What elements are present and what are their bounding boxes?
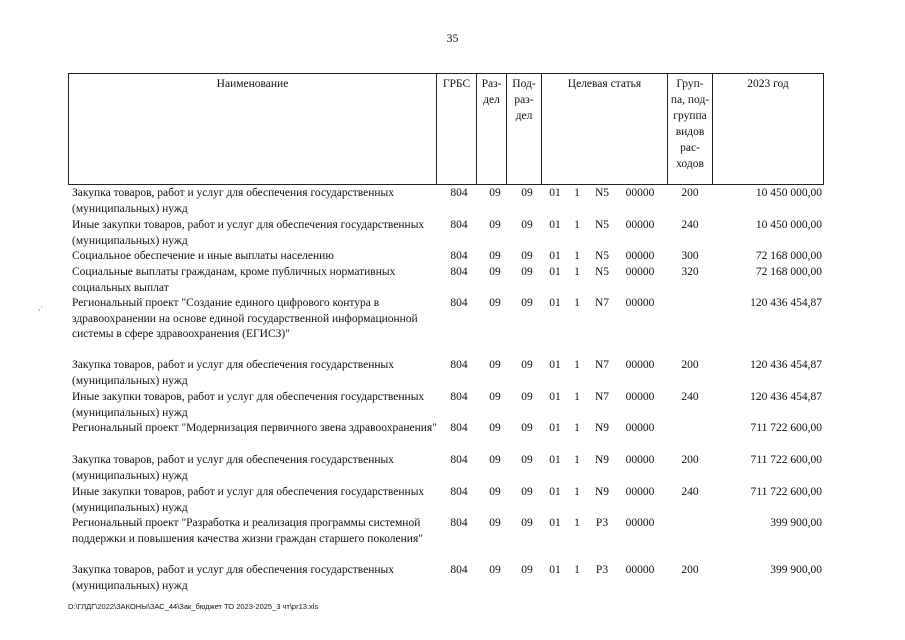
cell-cs3: N5 bbox=[594, 266, 610, 278]
cell-razdel: 09 bbox=[489, 266, 501, 278]
cell-cs1: 01 bbox=[549, 454, 561, 466]
cell-cs2: 1 bbox=[574, 187, 580, 199]
cell-podrazdel: 09 bbox=[521, 486, 533, 498]
cell-cs1: 01 bbox=[549, 486, 561, 498]
cell-cs4: 00000 bbox=[625, 297, 655, 309]
cell-razdel: 09 bbox=[489, 219, 501, 231]
header-year: 2023 год bbox=[747, 78, 789, 90]
cell-razdel: 09 bbox=[489, 250, 501, 262]
cell-cs3: N7 bbox=[594, 391, 610, 403]
cell-cs4: 00000 bbox=[625, 219, 655, 231]
cell-name: Закупка товаров, работ и услуг для обеспечения государственных (муниципальных) нужд bbox=[72, 187, 395, 215]
cell-cs2: 1 bbox=[574, 422, 580, 434]
cell-amount: 399 900,00 bbox=[770, 517, 822, 529]
header-group: Груп- па, под- группа видов рас- ходов bbox=[668, 74, 713, 184]
cell-razdel: 09 bbox=[489, 564, 501, 576]
cell-amount: 120 436 454,87 bbox=[750, 359, 822, 371]
cell-grbs: 804 bbox=[450, 564, 468, 576]
cell-cs4: 00000 bbox=[625, 486, 655, 498]
cell-cs4: 00000 bbox=[625, 391, 655, 403]
cell-group: 240 bbox=[681, 486, 699, 498]
cell-cs2: 1 bbox=[574, 486, 580, 498]
cell-cs3: N5 bbox=[594, 219, 610, 231]
cell-cs4: 00000 bbox=[625, 454, 655, 466]
cell-amount: 72 168 000,00 bbox=[755, 266, 822, 278]
cell-podrazdel: 09 bbox=[521, 297, 533, 309]
cell-group: 200 bbox=[681, 564, 699, 576]
cell-amount: 399 900,00 bbox=[770, 564, 822, 576]
cell-podrazdel: 09 bbox=[521, 219, 533, 231]
cell-podrazdel: 09 bbox=[521, 517, 533, 529]
cell-grbs: 804 bbox=[450, 517, 468, 529]
cell-group: 200 bbox=[681, 359, 699, 371]
header-target: Целевая статья bbox=[542, 74, 668, 184]
cell-cs4: 00000 bbox=[625, 564, 655, 576]
cell-cs1: 01 bbox=[549, 297, 561, 309]
cell-cs4: 00000 bbox=[625, 422, 655, 434]
cell-group: 320 bbox=[681, 266, 699, 278]
cell-grbs: 804 bbox=[450, 359, 468, 371]
cell-podrazdel: 09 bbox=[521, 422, 533, 434]
cell-grbs: 804 bbox=[450, 219, 468, 231]
cell-name: Региональный проект "Создание единого цифрового контура в здравоохранении на основе единой государственной информационной системы в сфере здравоохранения (ЕГИСЗ)" bbox=[72, 297, 418, 340]
cell-name: Иные закупки товаров, работ и услуг для обеспечения государственных (муниципальных) нужд bbox=[72, 391, 425, 419]
file-path-footer: D:\ГЛДГ\2022\ЗАКОНЫ\ЗАС_44\Зак_бюджет ТО 2023-2025_3 чт\pr13.xls bbox=[68, 602, 319, 611]
cell-razdel: 09 bbox=[489, 486, 501, 498]
cell-grbs: 804 bbox=[450, 250, 468, 262]
cell-grbs: 804 bbox=[450, 454, 468, 466]
cell-amount: 10 450 000,00 bbox=[755, 187, 822, 199]
cell-podrazdel: 09 bbox=[521, 266, 533, 278]
cell-cs1: 01 bbox=[549, 266, 561, 278]
cell-razdel: 09 bbox=[489, 359, 501, 371]
cell-name: Закупка товаров, работ и услуг для обеспечения государственных (муниципальных) нужд bbox=[72, 564, 395, 592]
cell-cs1: 01 bbox=[549, 359, 561, 371]
cell-cs2: 1 bbox=[574, 564, 580, 576]
cell-cs3: P3 bbox=[595, 564, 609, 576]
cell-grbs: 804 bbox=[450, 297, 468, 309]
cell-podrazdel: 09 bbox=[521, 454, 533, 466]
cell-cs4: 00000 bbox=[625, 359, 655, 371]
cell-podrazdel: 09 bbox=[521, 359, 533, 371]
cell-name: Социальное обеспечение и иные выплаты населению bbox=[72, 250, 334, 262]
cell-group: 200 bbox=[681, 187, 699, 199]
cell-cs1: 01 bbox=[549, 219, 561, 231]
cell-group: 300 bbox=[681, 250, 699, 262]
cell-name: Иные закупки товаров, работ и услуг для обеспечения государственных (муниципальных) нужд bbox=[72, 219, 425, 247]
cell-cs4: 00000 bbox=[625, 187, 655, 199]
table-header bbox=[68, 73, 824, 185]
cell-grbs: 804 bbox=[450, 187, 468, 199]
cell-name: Региональный проект "Модернизация первичного звена здравоохранения" bbox=[72, 422, 437, 434]
cell-cs3: N9 bbox=[594, 486, 610, 498]
header-podrazdel: Под- раз- дел bbox=[507, 74, 542, 184]
cell-cs2: 1 bbox=[574, 391, 580, 403]
cell-cs4: 00000 bbox=[625, 250, 655, 262]
cell-cs3: N7 bbox=[594, 297, 610, 309]
cell-razdel: 09 bbox=[489, 297, 501, 309]
scan-mark: ,· bbox=[38, 302, 44, 312]
cell-amount: 711 722 600,00 bbox=[750, 454, 822, 466]
cell-name: Закупка товаров, работ и услуг для обеспечения государственных (муниципальных) нужд bbox=[72, 454, 395, 482]
cell-cs4: 00000 bbox=[625, 517, 655, 529]
cell-name: Закупка товаров, работ и услуг для обеспечения государственных (муниципальных) нужд bbox=[72, 359, 395, 387]
cell-cs2: 1 bbox=[574, 266, 580, 278]
cell-cs2: 1 bbox=[574, 517, 580, 529]
header-name: Наименование bbox=[69, 74, 437, 184]
cell-amount: 120 436 454,87 bbox=[750, 391, 822, 403]
cell-podrazdel: 09 bbox=[521, 391, 533, 403]
header-grbs: ГРБС bbox=[437, 74, 477, 184]
cell-amount: 10 450 000,00 bbox=[755, 219, 822, 231]
cell-cs3: N5 bbox=[594, 250, 610, 262]
cell-group: 240 bbox=[681, 219, 699, 231]
cell-razdel: 09 bbox=[489, 187, 501, 199]
cell-cs1: 01 bbox=[549, 187, 561, 199]
page-number: 35 bbox=[446, 31, 459, 45]
cell-grbs: 804 bbox=[450, 486, 468, 498]
cell-razdel: 09 bbox=[489, 422, 501, 434]
cell-cs1: 01 bbox=[549, 391, 561, 403]
cell-cs3: N9 bbox=[594, 422, 610, 434]
cell-cs1: 01 bbox=[549, 517, 561, 529]
cell-group: 240 bbox=[681, 391, 699, 403]
cell-cs3: N7 bbox=[594, 359, 610, 371]
cell-cs3: N5 bbox=[594, 187, 610, 199]
cell-grbs: 804 bbox=[450, 266, 468, 278]
cell-cs2: 1 bbox=[574, 250, 580, 262]
cell-name: Социальные выплаты гражданам, кроме публичных нормативных социальных выплат bbox=[72, 266, 396, 294]
cell-razdel: 09 bbox=[489, 517, 501, 529]
cell-cs3: N9 bbox=[594, 454, 610, 466]
cell-razdel: 09 bbox=[489, 454, 501, 466]
cell-name: Иные закупки товаров, работ и услуг для обеспечения государственных (муниципальных) нужд bbox=[72, 486, 425, 514]
cell-grbs: 804 bbox=[450, 422, 468, 434]
cell-cs1: 01 bbox=[549, 250, 561, 262]
cell-cs3: P3 bbox=[595, 517, 609, 529]
cell-cs1: 01 bbox=[549, 422, 561, 434]
cell-cs1: 01 bbox=[549, 564, 561, 576]
cell-cs2: 1 bbox=[574, 219, 580, 231]
cell-podrazdel: 09 bbox=[521, 250, 533, 262]
header-razdel: Раз- дел bbox=[477, 74, 507, 184]
cell-amount: 72 168 000,00 bbox=[755, 250, 822, 262]
cell-cs2: 1 bbox=[574, 359, 580, 371]
cell-grbs: 804 bbox=[450, 391, 468, 403]
cell-amount: 120 436 454,87 bbox=[750, 297, 822, 309]
cell-amount: 711 722 600,00 bbox=[750, 486, 822, 498]
cell-razdel: 09 bbox=[489, 391, 501, 403]
cell-cs4: 00000 bbox=[625, 266, 655, 278]
cell-podrazdel: 09 bbox=[521, 187, 533, 199]
cell-podrazdel: 09 bbox=[521, 564, 533, 576]
cell-name: Региональный проект "Разработка и реализация программы системной поддержки и повышения качества жизни граждан старшего поколения" bbox=[72, 517, 423, 545]
cell-cs2: 1 bbox=[574, 297, 580, 309]
cell-cs2: 1 bbox=[574, 454, 580, 466]
cell-group: 200 bbox=[681, 454, 699, 466]
cell-amount: 711 722 600,00 bbox=[750, 422, 822, 434]
